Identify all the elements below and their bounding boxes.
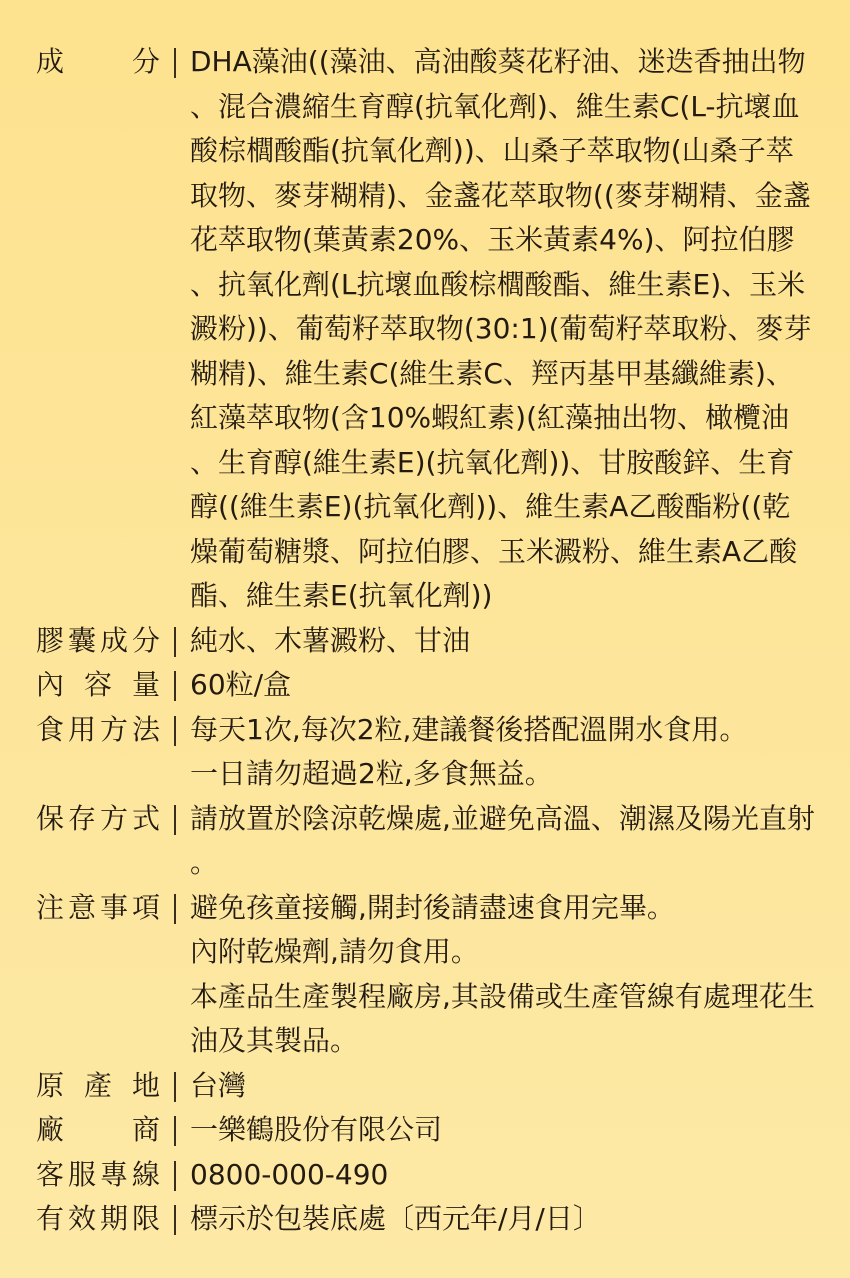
label-divider	[160, 1108, 190, 1153]
info-value	[190, 663, 816, 708]
label-divider	[160, 40, 190, 85]
info-value	[190, 1108, 816, 1153]
info-value	[190, 1064, 816, 1109]
label-divider	[160, 797, 190, 842]
info-label: 客服專線	[36, 1157, 160, 1191]
info-value	[190, 708, 816, 797]
value-line: 避免孩童接觸,開封後請盡速食用完畢。	[190, 890, 675, 924]
info-row-usage	[36, 708, 816, 797]
label-divider	[160, 708, 190, 753]
value-line: 本產品生產製程廠房,其設備或生產管線有處理花生油及其製品。	[190, 979, 815, 1057]
label-divider	[160, 886, 190, 931]
label-divider	[160, 663, 190, 708]
info-row-capsule-ingredients	[36, 619, 816, 664]
info-row-manufacturer	[36, 1108, 816, 1153]
value-line: 台灣	[190, 1068, 247, 1102]
info-value	[190, 797, 816, 886]
value-line: 純水、木薯澱粉、甘油	[190, 623, 471, 657]
value-line: DHA藻油((藻油、高油酸葵花籽油、迷迭香抽出物、混合濃縮生育醇(抗氧化劑)、維生素C(L-抗壞血酸棕櫚酸酯(抗氧化劑))、山桑子萃取物(山桑子萃取物、麥芽糊精)、金盞花萃取物((麥芽糊精、金盞花萃取物(葉黃素20%、玉米黃素4%)、阿拉伯膠、抗氧化劑(L抗壞血酸棕櫚酸酯、維生素E)、玉米澱粉))、葡萄籽萃取物(30:1)(葡萄籽萃取粉、麥芽糊精)、維生素C(維生素C、羥丙基甲基纖維素)、紅藻萃取物(含10%蝦紅素)(紅藻抽出物、橄欖油、生育醇(維生素E)(抗氧化劑))、甘胺酸鋅、生育醇((維生素E)(抗氧化劑))、維生素A乙酸酯粉((乾燥葡萄糖漿、阿拉伯膠、玉米澱粉、維生素A乙酸酯、維生素E(抗氧化劑))	[190, 45, 812, 612]
info-value	[190, 619, 816, 664]
info-row-customer-service	[36, 1153, 816, 1198]
info-row-expiry	[36, 1197, 816, 1242]
info-value	[190, 1153, 816, 1198]
label-divider	[160, 1153, 190, 1198]
info-value	[190, 1197, 816, 1242]
value-line: 0800-000-490	[190, 1157, 389, 1191]
value-line: 標示於包裝底處〔西元年/月/日〕	[190, 1202, 601, 1235]
value-line: 一日請勿超過2粒,多食無益。	[190, 757, 553, 790]
info-row-content-amount	[36, 663, 816, 708]
info-label: 注意事項	[36, 890, 160, 924]
info-row-origin	[36, 1064, 816, 1109]
info-label: 食用方法	[36, 712, 160, 746]
value-line: 內附乾燥劑,請勿食用。	[190, 935, 479, 968]
info-label: 有效期限	[36, 1202, 160, 1235]
info-row-ingredients	[36, 40, 816, 619]
info-label: 原產地	[36, 1068, 160, 1102]
product-info-sheet	[36, 40, 816, 1242]
info-row-storage	[36, 797, 816, 886]
info-value	[190, 40, 816, 619]
info-label: 廠 商	[36, 1113, 160, 1146]
info-label: 膠囊成分	[36, 623, 160, 657]
label-divider	[160, 619, 190, 664]
label-divider	[160, 1064, 190, 1109]
value-line: 請放置於陰涼乾燥處,並避免高溫、潮濕及陽光直射。	[190, 801, 815, 879]
value-line: 每天1次,每次2粒,建議餐後搭配溫開水食用。	[190, 712, 748, 746]
value-line: 一樂鶴股份有限公司	[190, 1113, 443, 1146]
label-divider	[160, 1197, 190, 1242]
info-label: 成 分	[36, 45, 160, 78]
info-value	[190, 886, 816, 1064]
value-line: 60粒/盒	[190, 668, 292, 701]
info-row-notes	[36, 886, 816, 1064]
info-label: 保存方式	[36, 801, 160, 835]
info-label: 內容量	[36, 668, 160, 701]
